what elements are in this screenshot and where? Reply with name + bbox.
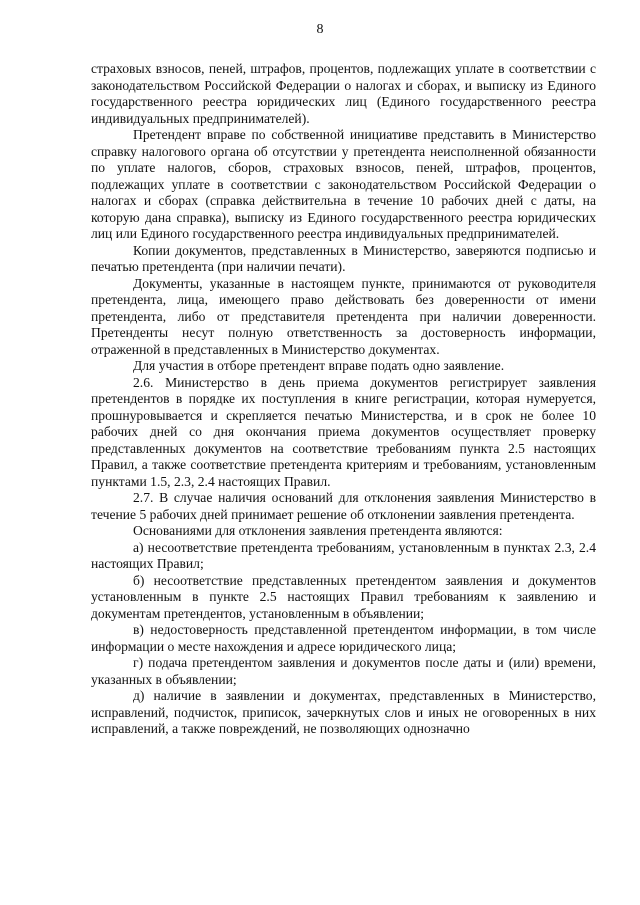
paragraph: страховых взносов, пеней, штрафов, процентов, подлежащих уплате в соответствии с законодательством Российской Федерации о налогах и сборах, и выписку из Единого государственного реестра юридических лиц (Единого государственного реестра индивидуальных предпринимателей). xyxy=(91,61,596,126)
paragraph: Претендент вправе по собственной инициативе представить в Министерство справку налогового органа об отсутствии у претендента неисполненной обязанности по уплате налогов, сборов, страховых взносов, пеней, штрафов, процентов, подлежащих уплате в соответствии с законодательством Российской Федерации о налогах и сборах (справка действительна в течение 10 рабочих дней с даты, на которую дана справка), выписку из Единого государственного реестра юридических лиц или Единого государственного реестра индивидуальных предпринимателей. xyxy=(91,127,596,241)
list-item: д) наличие в заявлении и документах, представленных в Министерство, исправлений, подчисток, приписок, зачеркнутых слов и иных не оговоренных в них исправлений, а также повреждений, не позволяющих однозначно xyxy=(91,688,596,736)
paragraph-section-2-7: 2.7. В случае наличия оснований для отклонения заявления Министерство в течение 5 рабочих дней принимает решение об отклонении заявления претендента. xyxy=(91,490,596,522)
paragraph: Для участия в отборе претендент вправе подать одно заявление. xyxy=(133,358,505,373)
paragraph-section-2-6: 2.6. Министерство в день приема документов регистрирует заявления претендентов в порядке их поступления в книге регистрации, которая нумеруется, прошнуровывается и скрепляется печатью Министерства, и в срок не более 10 рабочих дней со дня окончания приема документов осуществляет проверку представленных документов на соответствие требованиям пункта 2.5 настоящих Правил, а также соответствие претендента критериям и требованиям, установленным пунктами 1.5, 2.3, 2.4 настоящих Правил. xyxy=(91,374,596,489)
document-body xyxy=(91,61,596,738)
paragraph: Основаниями для отклонения заявления претендента являются: xyxy=(133,523,503,538)
list-item: б) несоответствие представленных претендентом заявления и документов установленным в пункте 2.5 настоящих Правил требованиям к заявлению и документам претендентов, установленным в объявлении; xyxy=(91,572,596,621)
list-item: а) несоответствие претендента требованиям, установленным в пунктах 2.3, 2.4 настоящих Правил; xyxy=(91,539,596,571)
paragraph: Документы, указанные в настоящем пункте, принимаются от руководителя претендента, лица, имеющего право действовать без доверенности от имени претендента, либо от представителя претендента при наличии доверенности. Претенденты несут полную ответственность за достоверность информации, отраженной в представленных в Министерство документах. xyxy=(91,275,596,357)
page-number: 8 xyxy=(316,22,324,37)
list-item: в) недостоверность представленной претендентом информации, в том числе информации о месте нахождения и адресе юридического лица; xyxy=(91,622,596,654)
list-item: г) подача претендентом заявления и документов после даты и (или) времени, указанных в объявлении; xyxy=(91,655,596,687)
paragraph: Копии документов, представленных в Министерство, заверяются подписью и печатью претендента (при наличии печати). xyxy=(91,242,596,274)
